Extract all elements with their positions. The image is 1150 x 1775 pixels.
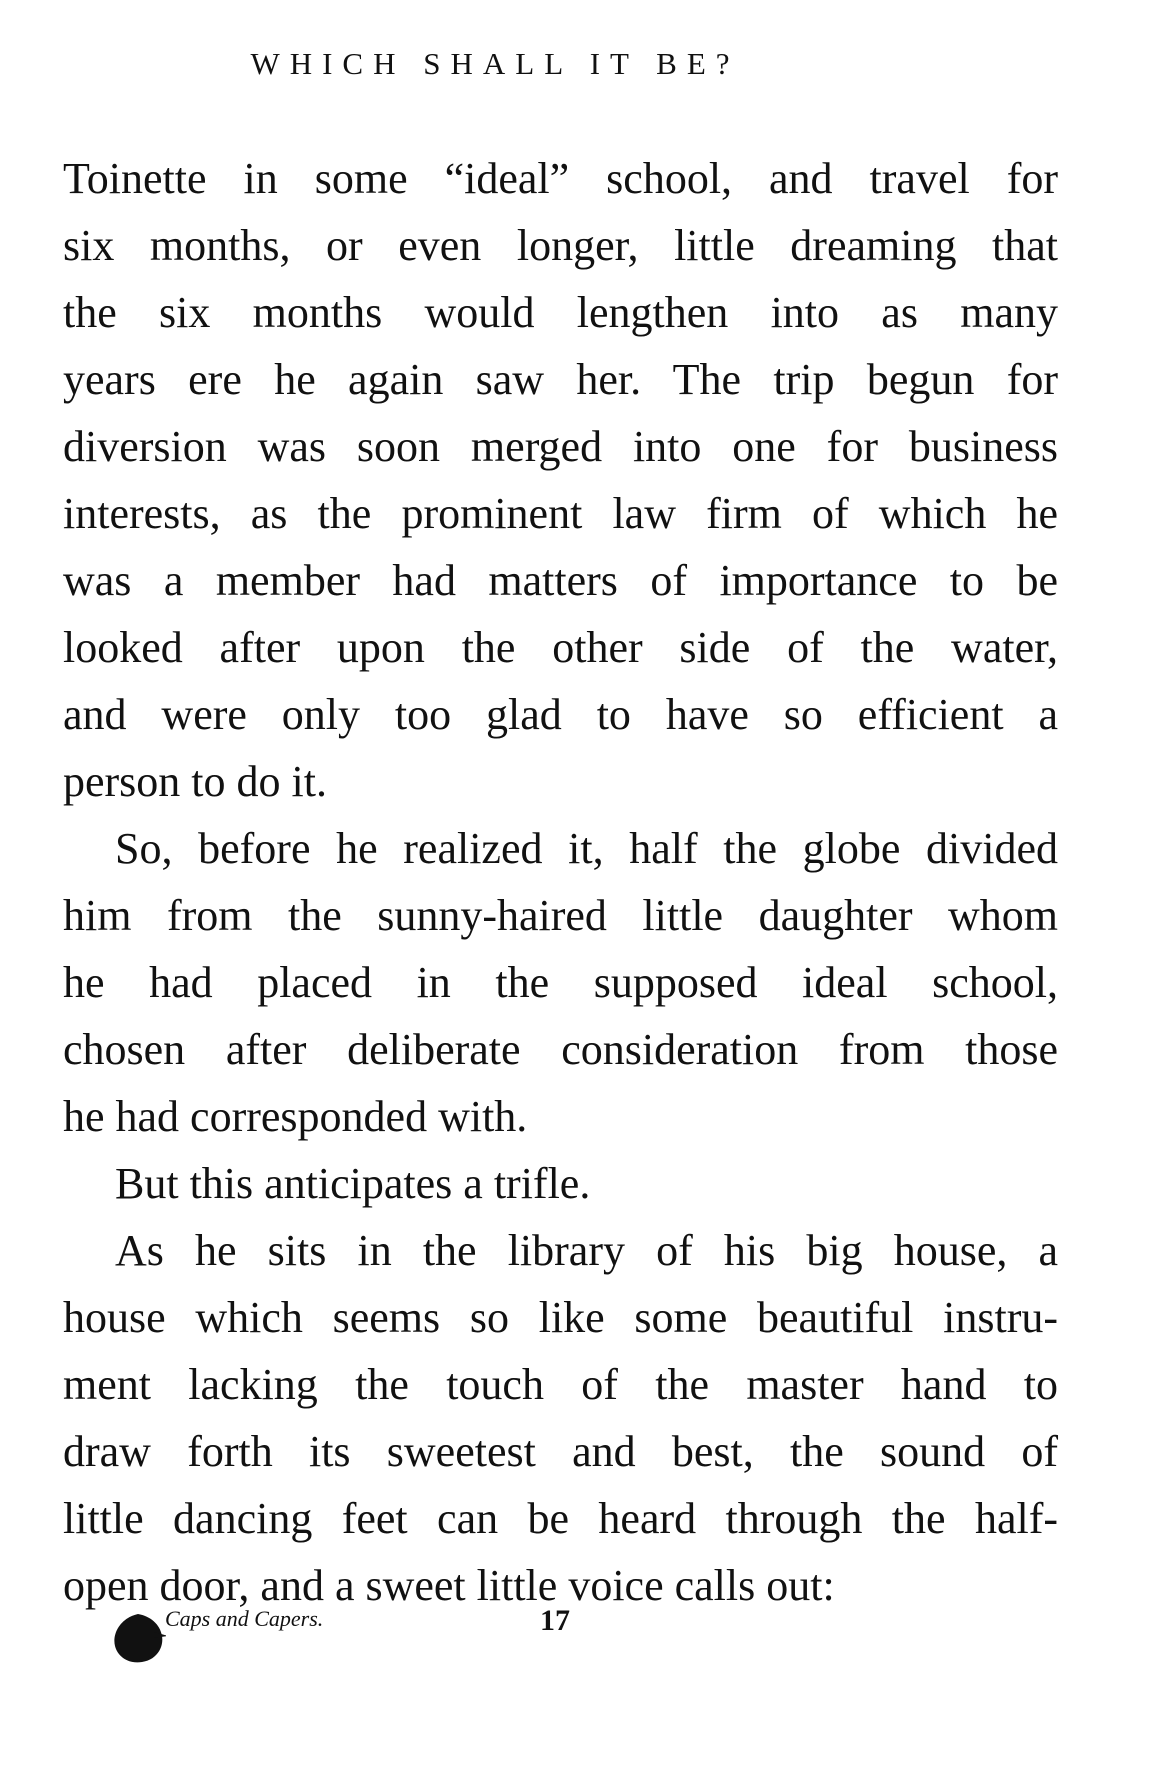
- text-line: he had placed in the supposed ideal school,: [63, 958, 1058, 1007]
- text-line: As he sits in the library of his big house, a: [115, 1226, 1058, 1275]
- text-line: little dancing feet can be heard through the half-: [63, 1494, 1058, 1543]
- text-line: looked after upon the other side of the water,: [63, 623, 1058, 672]
- text-line: him from the sunny-haired little daughter whom: [63, 891, 1058, 940]
- text-line: person to do it.: [63, 757, 327, 806]
- text-line: open door, and a sweet little voice calls out:: [63, 1561, 835, 1610]
- text-line: draw forth its sweetest and best, the sound of: [63, 1427, 1058, 1476]
- signature-mark: Caps and Capers.: [165, 1606, 324, 1631]
- text-line: years ere he again saw her. The trip begun for: [63, 355, 1058, 404]
- text-line: the six months would lengthen into as many: [63, 288, 1058, 337]
- page-number: 17: [540, 1604, 570, 1637]
- text-line: house which seems so like some beautiful instru-: [63, 1293, 1058, 1342]
- text-line: six months, or even longer, little dreaming that: [63, 221, 1058, 270]
- text-line: diversion was soon merged into one for business: [63, 422, 1058, 471]
- running-head: WHICH SHALL IT BE?: [250, 46, 740, 81]
- text-line: Toinette in some “ideal” school, and travel for: [63, 154, 1058, 203]
- text-line: and were only too glad to have so efficient a: [63, 690, 1058, 739]
- paragraph: [63, 815, 1058, 1150]
- text-line: he had corresponded with.: [63, 1092, 528, 1141]
- paragraph: [63, 1150, 1058, 1217]
- page-footer: [0, 1588, 1150, 1648]
- paragraph: [63, 1217, 1058, 1619]
- ink-blot-icon: [110, 1610, 166, 1666]
- text-line: was a member had matters of importance to be: [63, 556, 1058, 605]
- text-line: ment lacking the touch of the master hand to: [63, 1360, 1058, 1409]
- text-line: interests, as the prominent law firm of which he: [63, 489, 1058, 538]
- paragraph: [63, 145, 1058, 815]
- text-line: chosen after deliberate consideration from those: [63, 1025, 1058, 1074]
- body-text: [63, 145, 1058, 1619]
- text-line: So, before he realized it, half the globe divided: [115, 824, 1058, 873]
- text-line: But this anticipates a trifle.: [115, 1159, 591, 1208]
